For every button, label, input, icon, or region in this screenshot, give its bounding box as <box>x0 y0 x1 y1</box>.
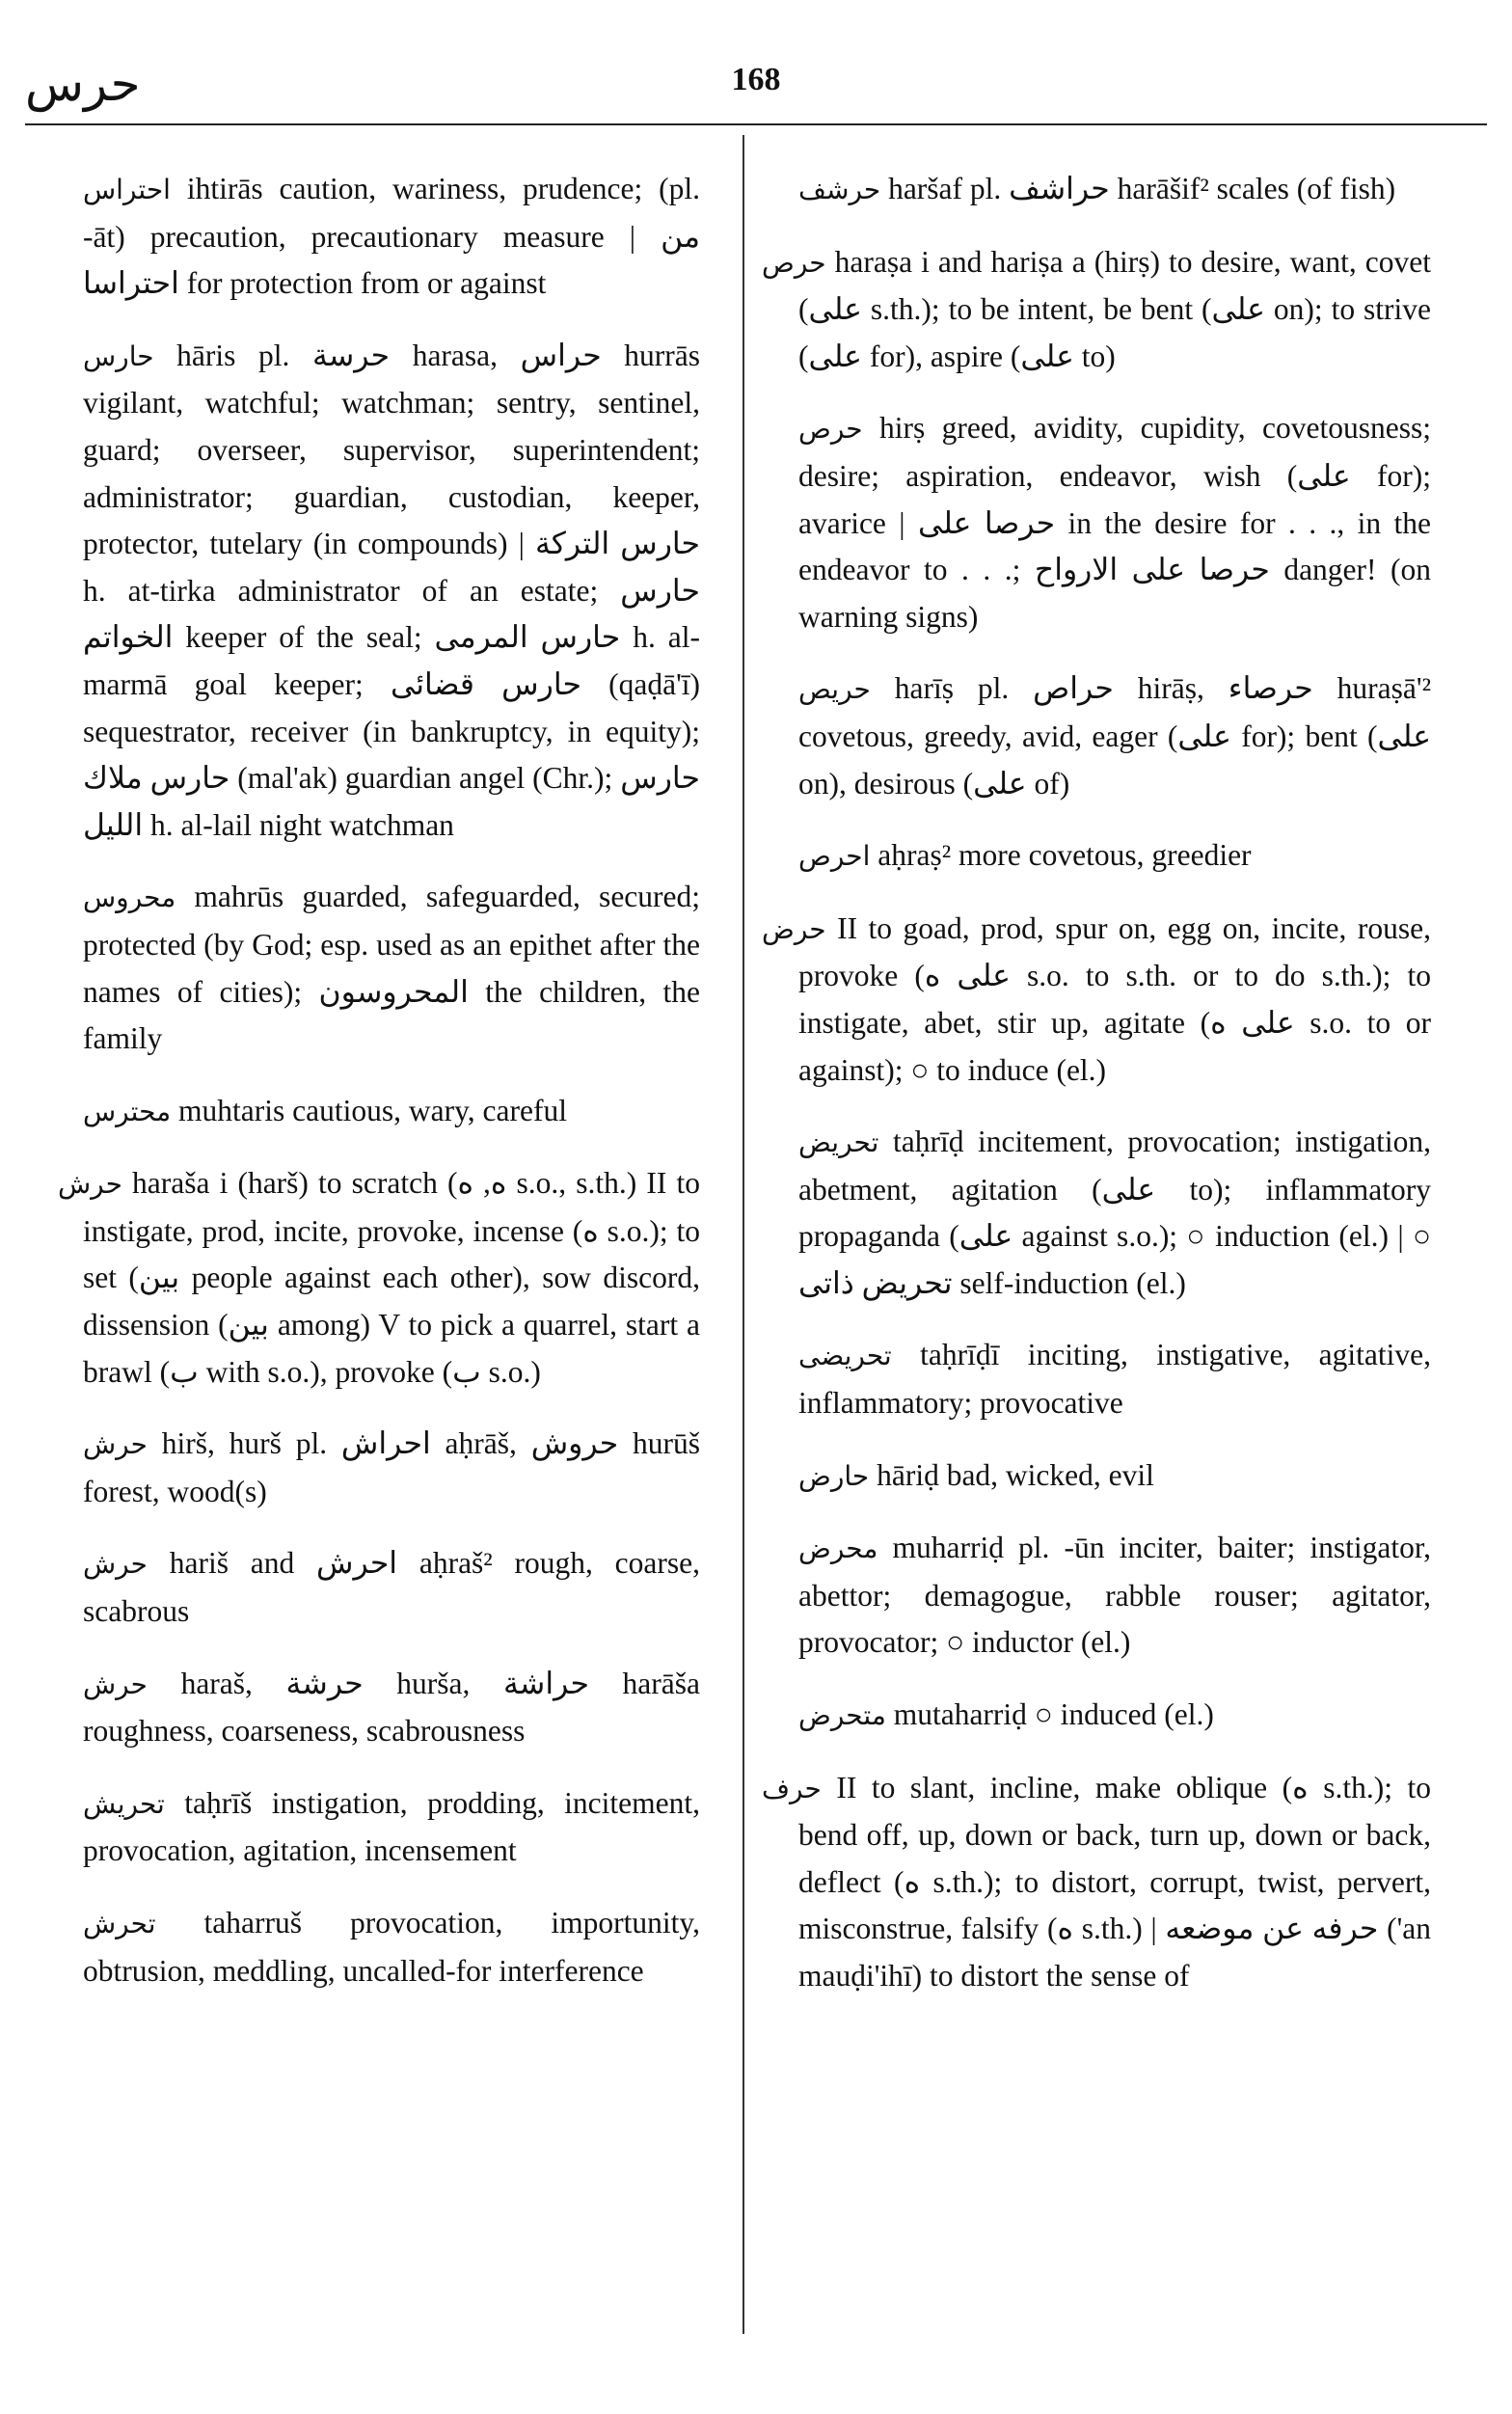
entry <box>789 1332 1431 1426</box>
entry-arabic: حارض <box>798 1459 870 1492</box>
entry-arabic: حرص <box>762 246 826 279</box>
entry-arabic: حرش <box>83 1668 148 1700</box>
entry-body: mutaharriḍ ○ induced (el.) <box>893 1697 1214 1732</box>
entry <box>83 1421 700 1515</box>
page-number: 168 <box>731 62 781 97</box>
entry-body: hāris pl. حرسة harasa, حراس hurrās vigilant, watchful; watchman; sentry, sentinel, guard; overseer, supervisor, superintendent; administrator; guardian, custodian, keeper, protector, tutelary (in compounds) | حارس التركة h. at-tirka administrator of an estate; حارس الخواتم keeper of the seal; حارس المرمى h. al-marmā goal keeper; حارس قضائى (qaḍā'ī) sequestrator, receiver (in bankruptcy, in equity); حارس ملاك (mal'ak) guardian angel (Chr.); حارس الليل h. al-lail night watchman <box>83 338 701 842</box>
entry <box>83 1900 700 1994</box>
right-column <box>762 166 1432 2025</box>
left-column <box>58 166 701 2020</box>
header-headword: حرس <box>25 57 141 111</box>
entry <box>789 405 1431 640</box>
header-rule <box>25 123 1487 125</box>
entry-body: hirš, hurš pl. احراش aḥrāš, حروش hurūš forest, wood(s) <box>83 1426 701 1508</box>
entry <box>83 333 700 850</box>
entry <box>789 665 1431 807</box>
entry-body: harīṣ pl. حراص hirāṣ, حرصاء huraṣā'² covetous, greedy, avid, eager (على for); bent (على on), desirous (على of) <box>798 671 1432 800</box>
entry-body: II to slant, incline, make oblique (ه s.th.); to bend off, up, down or back, turn up, down or back, deflect (ه s.th.); to distort, corrupt, twist, pervert, misconstrue, falsify (ه s.th.) | حرفه عن موضعه ('an mauḍi'ihī) to distort the sense of <box>798 1770 1431 1993</box>
entry-body: haraša i (harš) to scratch (ه, ه s.o., s.th.) II to instigate, prod, incite, provoke, incense (ه s.o.); to set (بين people against each other), sow discord, dissension (بين among) V to pick a quarrel, start a brawl (ب with s.o.), provoke (ب s.o.) <box>83 1166 700 1389</box>
entry-arabic: احتراس <box>83 174 171 205</box>
entry <box>789 1452 1431 1501</box>
entry-body: II to goad, prod, spur on, egg on, incite, rouse, provoke (على ه s.o. to s.th. or to do s.th.); to instigate, abet, stir up, agitate (على ه s.o. to or against); ○ to induce (el.) <box>798 910 1432 1087</box>
entry-body: hāriḍ bad, wicked, evil <box>877 1457 1154 1492</box>
root-entry <box>762 239 1431 381</box>
entry-body: haraš, حرشة hurša, حراشة harāša roughness, coarseness, scabrousness <box>83 1666 700 1749</box>
entry-body: haršaf pl. حراشف harāšif² scales (of fish) <box>888 172 1396 205</box>
entry <box>83 874 700 1062</box>
entry-body: hariš and احرش aḥraš² rough, coarse, scabrous <box>83 1546 700 1629</box>
root-entry <box>58 1160 700 1396</box>
root-entry <box>762 906 1431 1094</box>
entry-arabic: محترس <box>83 1095 172 1127</box>
entry-arabic: حرض <box>762 912 826 945</box>
root-entry <box>762 1765 1431 2000</box>
entry-body: ihtirās caution, wariness, prudence; (pl. -āt) precaution, precautionary measure | من احتراسا for protection from or against <box>83 172 700 301</box>
entry <box>789 832 1431 881</box>
entry <box>789 1692 1431 1740</box>
entry-arabic: محروس <box>83 882 176 914</box>
entry-body: taharruš provocation, importunity, obtrusion, meddling, uncalled-for interference <box>83 1906 700 1988</box>
entry-body: aḥraṣ² more covetous, greedier <box>878 838 1252 873</box>
entry-body: haraṣa i and hariṣa a (hirṣ) to desire, want, covet (على s.th.); to be intent, be bent (على on); to strive (على for), aspire (على to) <box>798 244 1432 373</box>
entry-arabic: حرش <box>83 1548 148 1581</box>
entry-arabic: حرشف <box>798 174 881 205</box>
entry-body: taḥrīḍī inciting, instigative, agitative, inflammatory; provocative <box>798 1338 1431 1421</box>
entry <box>789 1119 1431 1307</box>
column-divider <box>742 135 744 2334</box>
entry <box>789 1525 1431 1667</box>
entry-arabic: تحريضى <box>798 1340 892 1372</box>
entry <box>83 1780 700 1875</box>
entry-body: mahrūs guarded, safeguarded, secured; protected (by God; esp. used as an epithet after the names of cities); المحروسون the children, the family <box>83 880 701 1056</box>
entry-body: taḥrīḍ incitement, provocation; instigation, abetment, agitation (على to); inflammatory propaganda (على against s.o.); ○ induction (el.) | ○ تحريض ذاتى self-induction (el.) <box>798 1125 1431 1300</box>
entry-arabic: حرص <box>798 413 863 446</box>
entry-arabic: محرض <box>798 1532 878 1565</box>
entry <box>83 166 700 308</box>
entry-body: taḥrīš instigation, prodding, incitement, provocation, agitation, incensement <box>83 1785 700 1868</box>
entry-arabic: تحريش <box>83 1787 165 1820</box>
entry-arabic: حرش <box>58 1168 122 1201</box>
entry <box>83 1540 700 1635</box>
entry-arabic: تحرش <box>83 1908 156 1939</box>
entry-arabic: حريص <box>798 673 871 706</box>
entry-arabic: حرف <box>762 1772 822 1804</box>
entry-body: muharriḍ pl. -ūn inciter, baiter; instigator, abettor; demagogue, rabble rouser; agitator, provocator; ○ inductor (el.) <box>798 1531 1431 1660</box>
entry-arabic: احرص <box>798 840 871 873</box>
entry-arabic: حرش <box>83 1428 148 1461</box>
entry-arabic: حارس <box>83 339 154 372</box>
entry <box>83 1661 700 1755</box>
entry <box>83 1088 700 1136</box>
entry-arabic: متحرض <box>798 1699 886 1732</box>
entry-body: hirṣ greed, avidity, cupidity, covetousness; desire; aspiration, endeavor, wish (على for); avarice | حرصا على in the desire for . . ., in the endeavor to . . .; حرصا على الارواح danger! (on warning signs) <box>798 411 1432 634</box>
entry <box>789 166 1431 214</box>
entry-body: muhtaris cautious, wary, careful <box>178 1093 567 1127</box>
entry-arabic: تحريض <box>798 1126 879 1159</box>
